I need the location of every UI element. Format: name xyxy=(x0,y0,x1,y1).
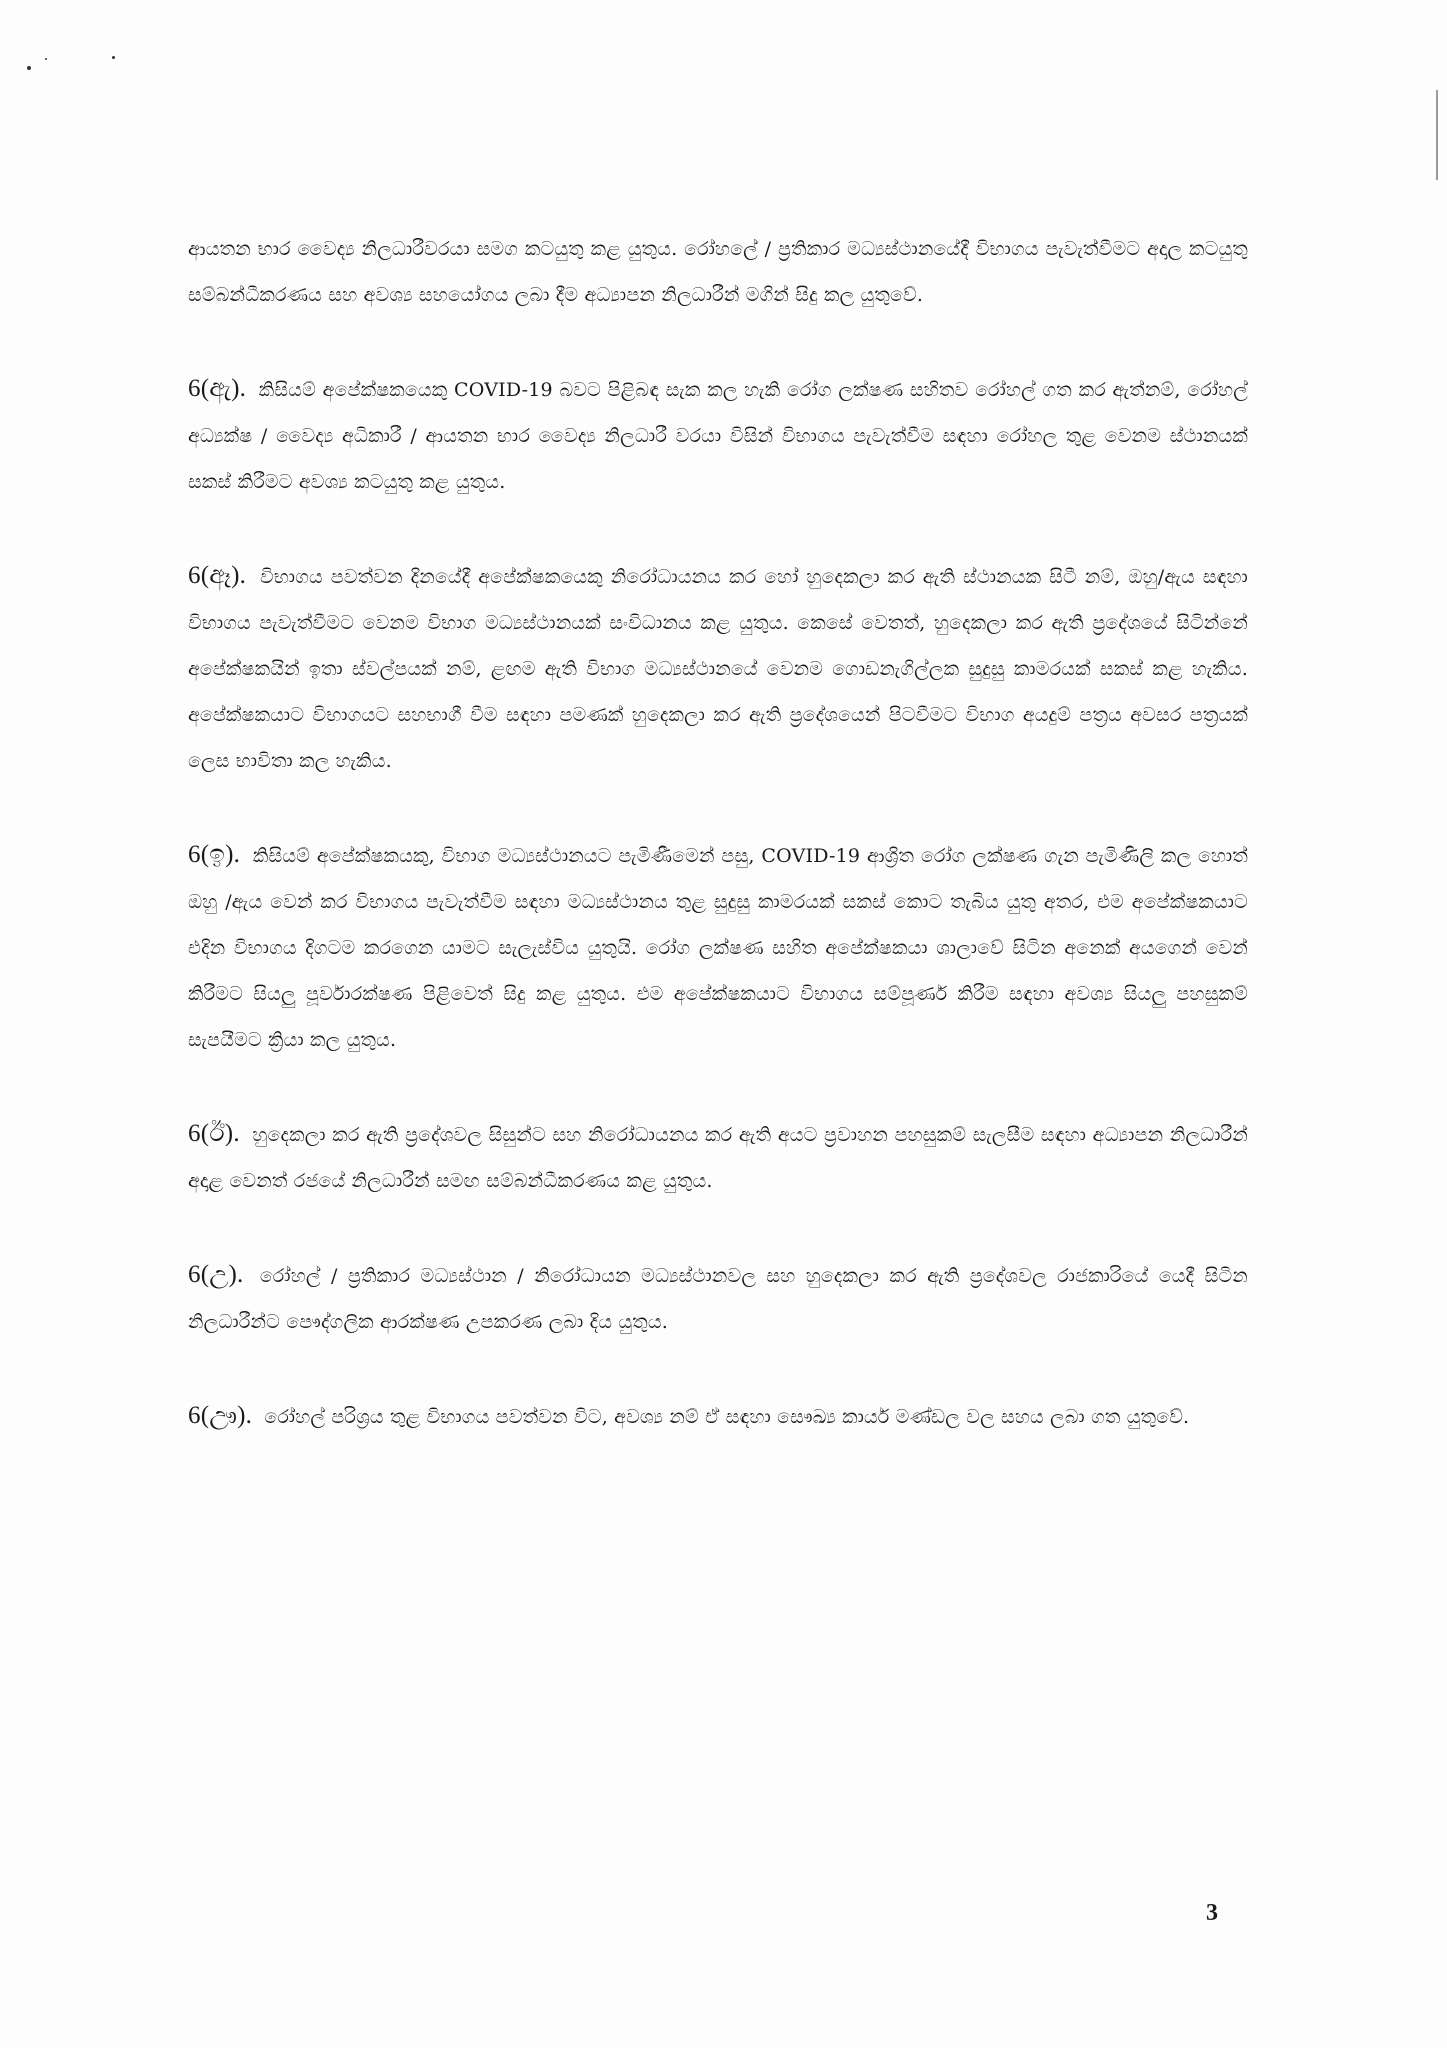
paragraph-number: 6(ඇ). xyxy=(188,375,247,402)
paragraph-6-u xyxy=(188,1252,1248,1345)
document-body xyxy=(188,226,1248,1488)
paragraph-text: රෝහල් පරිශ්‍රය තුළ විභාගය පවත්වන විට, අවශ්‍ය නම් ඒ සඳහා සෞඛ්‍ය කාර්ය මණ්ඩල වල සහය ලබා ගත යුතුවේ. xyxy=(264,1406,1190,1428)
scan-margin-line xyxy=(1436,90,1438,180)
paragraph-number: 6(ඌ). xyxy=(188,1402,253,1429)
paragraph-text: කිසියම් අපේක්ෂකයෙකු COVID-19 බවට පිළිබඳ සැක කල හැකි රෝග ලක්ෂණ සහිතව රෝහල් ගත කර ඇත්නම්, රෝහල් අධ්‍යක්ෂ / වෛද්‍ය අධිකාරී / ආයතන භාර වෛද්‍ය නිලධාරී වරයා විසින් විභාගය පැවැත්වීම සඳහා රෝහල තුළ වෙනම ස්ථානයක් සකස් කිරීමට අවශ්‍ය කටයුතු කළ යුතුය. xyxy=(188,379,1248,493)
paragraph-number: 6(උ). xyxy=(188,1261,244,1288)
paragraph-6-ae xyxy=(188,366,1248,505)
page-number: 3 xyxy=(1206,1900,1218,1926)
paragraph-continuation xyxy=(188,226,1248,318)
paragraph-6-uu xyxy=(188,1393,1248,1440)
paragraph-number: 6(ඊ). xyxy=(188,1120,240,1147)
paragraph-6-i xyxy=(188,832,1248,1063)
paragraph-text: හුදෙකලා කර ඇති ප්‍රදේශවල සිසුන්ට සහ නිරෝධායනය කර ඇති අයට ප්‍රවාහන පහසුකම් සැලසීම සඳහා අධ්‍යාපන නිලධාරීන් අදාළ වෙනත් රජයේ නිලධාරීන් සමඟ සම්බන්ධීකරණය කළ යුතුය. xyxy=(188,1124,1248,1192)
paragraph-text: විභාගය පවත්වන දිනයේදී අපේක්ෂකයෙකු නිරෝධායනය කර හෝ හුදෙකලා කර ඇති ස්ථානයක සිටී නම්, ඔහු/ඇය සඳහා විභාගය පැවැත්වීමට වෙනම විභාග මධ්‍යස්ථානයක් සංවිධානය කළ යුතුය. කෙසේ වෙතත්, හුදෙකලා කර ඇති ප්‍රදේශයේ සිටින්නේ අපේක්ෂකයින් ඉතා ස්වල්පයක් නම්, ළඟම ඇති විභාග මධ්‍යස්ථානයේ වෙනම ගොඩනැගිල්ලක සුදුසු කාමරයක් සකස් කළ හැකිය. අපේක්ෂකයාට විභාගයට සහභාගී වීම සඳහා පමණක් හුදෙකලා කර ඇති ප්‍රදේශයෙන් පිටවීමට විභාග අයදුම් පත්‍රය අවසර පත්‍රයක් ලෙස භාවිතා කල හැකිය. xyxy=(188,566,1248,772)
paragraph-number: 6(ඈ). xyxy=(188,562,247,589)
paragraph-text: ආයතන භාර වෛද්‍ය නිලධාරීවරයා සමග කටයුතු කළ යුතුය. රෝහලේ / ප්‍රතිකාර මධ්‍යස්ථානයේදී විභාගය පැවැත්වීමට අදාල කටයුතු සම්බන්ධීකරණය සහ අවශ්‍ය සහයෝගය ලබා දීම අධ්‍යාපන නිලධාරීන් මගින් සිදු කල යුතුවේ. xyxy=(188,238,1248,306)
scan-speck xyxy=(45,58,47,60)
paragraph-text: කිසියම් අපේක්ෂකයකු, විභාග මධ්‍යස්ථානයට පැමිණීමෙන් පසු, COVID-19 ආශ්‍රිත රෝග ලක්ෂණ ගැන පැමිණිලි කල හොත් ඔහු /ඇය වෙන් කර විභාගය පැවැත්වීම සඳහා මධ්‍යස්ථානය තුළ සුදුසු කාමරයක් සකස් කොට තැබිය යුතු අතර, එම අපේක්ෂකයාට එදින විභාගය දිගටම කරගෙන යාමට සැලැස්විය යුතුයි. රෝග ලක්ෂණ සහිත අපේක්ෂකයා ශාලාවේ සිටින අනෙක් අයගෙන් වෙන් කිරීමට සියලු පූර්වාරක්ෂණ පිළිවෙත් සිදු කළ යුතුය. එම අපේක්ෂකයාට විභාගය සම්පූර්ණ කිරීම සඳහා අවශ්‍ය සියලු පහසුකම් සැපයීමට ක්‍රියා කල යුතුය. xyxy=(188,845,1248,1051)
paragraph-6-aee xyxy=(188,553,1248,784)
paragraph-number: 6(ඉ). xyxy=(188,841,241,868)
paragraph-6-ii xyxy=(188,1111,1248,1204)
paragraph-text: රෝහල් / ප්‍රතිකාර මධ්‍යස්ථාන / නිරෝධායන මධ්‍යස්ථානවල සහ හුදෙකලා කර ඇති ප්‍රදේශවල රාජකාරියේ යෙදී සිටින නිලධාරීන්ට පෞද්ගලික ආරක්ෂණ උපකරණ ලබා දිය යුතුය. xyxy=(188,1265,1248,1333)
scan-speck xyxy=(27,66,31,70)
scan-speck xyxy=(112,56,115,59)
